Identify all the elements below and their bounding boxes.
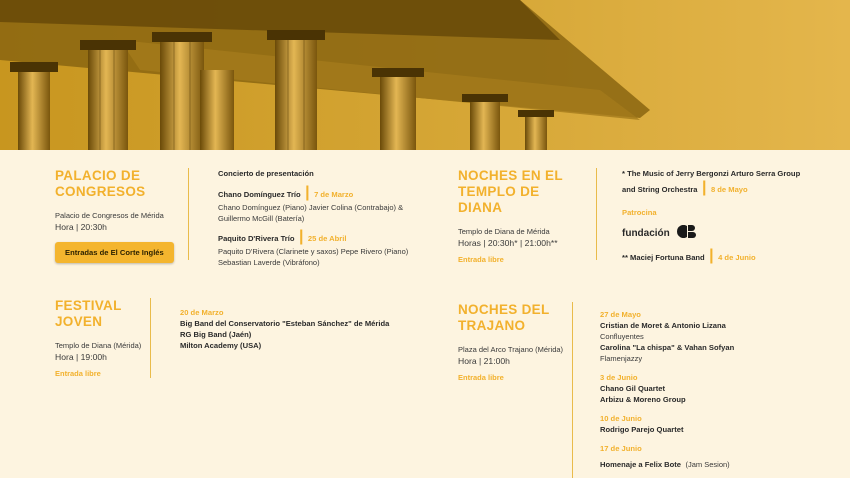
act-detail: Chano Domínguez (Piano) Javier Colina (Contrabajo) & <box>218 203 404 212</box>
diana-acts-section: * The Music of Jerry Bergonzi Arturo Serra Group and String Orchestra | 8 de Mayo Patrocina fundación ** Maciej Fortuna Band | 4 de Junio <box>622 168 832 265</box>
trajano-place: Plaza del Arco Trajano (Mérida) <box>458 345 564 354</box>
trajano-section <box>458 302 588 382</box>
presentacion-section <box>218 168 418 268</box>
fundacion-logo-icon <box>677 225 697 238</box>
act-line: Chano Gil Quartet <box>600 384 665 393</box>
band-item: Big Band del Conservatorio "Esteban Sánchez" de Mérida <box>180 319 390 328</box>
diana-hora: Horas | 20:30h* | 21:00h** <box>458 238 558 248</box>
act-line: Rodrigo Parejo Quartet <box>600 425 684 434</box>
act-line: Cristian de Moret & Antonio Lizana <box>600 321 726 330</box>
trajano-free-entry: Entrada libre <box>458 373 504 382</box>
trajano-title <box>458 302 588 334</box>
trajano-act-group <box>600 309 830 364</box>
diana-title-line: NOCHES EN EL <box>458 168 563 183</box>
event-listing <box>0 150 850 478</box>
palacio-section <box>55 168 180 263</box>
presentacion-heading: Concierto de presentación <box>218 169 314 178</box>
band-item: RG Big Band (Jaén) <box>180 330 252 339</box>
act-line: and String Orchestra <box>622 185 698 194</box>
act-line: Carolina "La chispa" & Vahan Sofyan <box>600 343 735 352</box>
temple-columns-illustration <box>0 0 850 150</box>
act-suffix: (Jam Sesion) <box>685 460 730 469</box>
festival-place: Templo de Diana (Mérida) <box>55 341 142 350</box>
festival-acts-section <box>180 307 420 351</box>
festival-title-line: JOVEN <box>55 314 103 329</box>
palacio-title-line: CONGRESOS <box>55 184 146 199</box>
trajano-title-line: NOCHES DEL <box>458 302 550 317</box>
trajano-hora: Hora | 21:00h <box>458 356 510 366</box>
act-date: 10 de Junio <box>600 414 642 423</box>
act-item: Chano Domínguez Trío | 7 de Marzo Chano Domínguez (Piano) Javier Colina (Contrabajo) & Guillermo McGill (Batería) <box>218 184 418 224</box>
act-detail: Paquito D'Rivera (Clarinete y saxos) Pepe Rivero (Piano) <box>218 247 409 256</box>
divider <box>572 302 573 478</box>
act-date: 27 de Mayo <box>600 310 641 319</box>
divider <box>596 168 597 260</box>
trajano-act-group <box>600 443 830 472</box>
palacio-title-line: PALACIO DE <box>55 168 141 183</box>
act-date: 20 de Marzo <box>180 308 224 317</box>
festival-title-line: FESTIVAL <box>55 298 122 313</box>
act-detail: Sebastian Laverde (Vibráfono) <box>218 258 320 267</box>
festival-section <box>55 298 155 378</box>
act-subtitle: Flamenjazzy <box>600 354 643 363</box>
act-date: 4 de Junio <box>718 253 756 262</box>
palacio-title <box>55 168 180 200</box>
act-date: 3 de Junio <box>600 373 638 382</box>
tickets-button[interactable]: Entradas de El Corte Inglés <box>55 242 174 263</box>
divider <box>188 168 189 260</box>
act-date: 25 de Abril <box>307 234 347 243</box>
act-name: Chano Domínguez Trío <box>218 190 301 199</box>
act-line: * The Music of Jerry Bergonzi Arturo Serra Group <box>622 169 801 178</box>
diana-section <box>458 168 588 264</box>
palacio-place: Palacio de Congresos de Mérida <box>55 211 164 220</box>
act-name: ** Maciej Fortuna Band <box>622 253 705 262</box>
festival-hora: Hora | 19:00h <box>55 352 107 362</box>
trajano-act-group <box>600 413 830 435</box>
festival-free-entry: Entrada libre <box>55 369 101 378</box>
palacio-hora: Hora | 20:30h <box>55 222 107 232</box>
hero-temple-image <box>0 0 850 150</box>
festival-title <box>55 298 155 330</box>
act-detail: Guillermo McGill (Batería) <box>218 214 305 223</box>
band-item: Milton Academy (USA) <box>180 341 262 350</box>
diana-title-line: TEMPLO DE <box>458 184 540 199</box>
diana-free-entry: Entrada libre <box>458 255 504 264</box>
act-date: 17 de Junio <box>600 444 642 453</box>
act-name: Paquito D'Rivera Trío <box>218 234 295 243</box>
act-subtitle: Confluyentes <box>600 332 644 341</box>
trajano-title-line: TRAJANO <box>458 318 526 333</box>
act-line: Arbizu & Moreno Group <box>600 395 686 404</box>
diana-title-line: DIANA <box>458 200 503 215</box>
sponsor-name: fundación <box>622 228 670 239</box>
act-item: Paquito D'Rivera Trío | 25 de Abril Paquito D'Rivera (Clarinete y saxos) Pepe Rivero (Piano) Sebastian Laverde (Vibráfono) <box>218 228 418 268</box>
sponsor-label: Patrocina <box>622 208 657 217</box>
divider <box>150 298 151 378</box>
act-date: 7 de Marzo <box>314 190 354 199</box>
trajano-acts-section <box>600 309 830 472</box>
act-line: Homenaje a Felix Bote <box>600 460 682 469</box>
trajano-act-group <box>600 372 830 405</box>
diana-place: Templo de Diana de Mérida <box>458 227 550 236</box>
sponsor-logo <box>622 223 832 241</box>
diana-title <box>458 168 588 216</box>
act-date: 8 de Mayo <box>710 185 748 194</box>
